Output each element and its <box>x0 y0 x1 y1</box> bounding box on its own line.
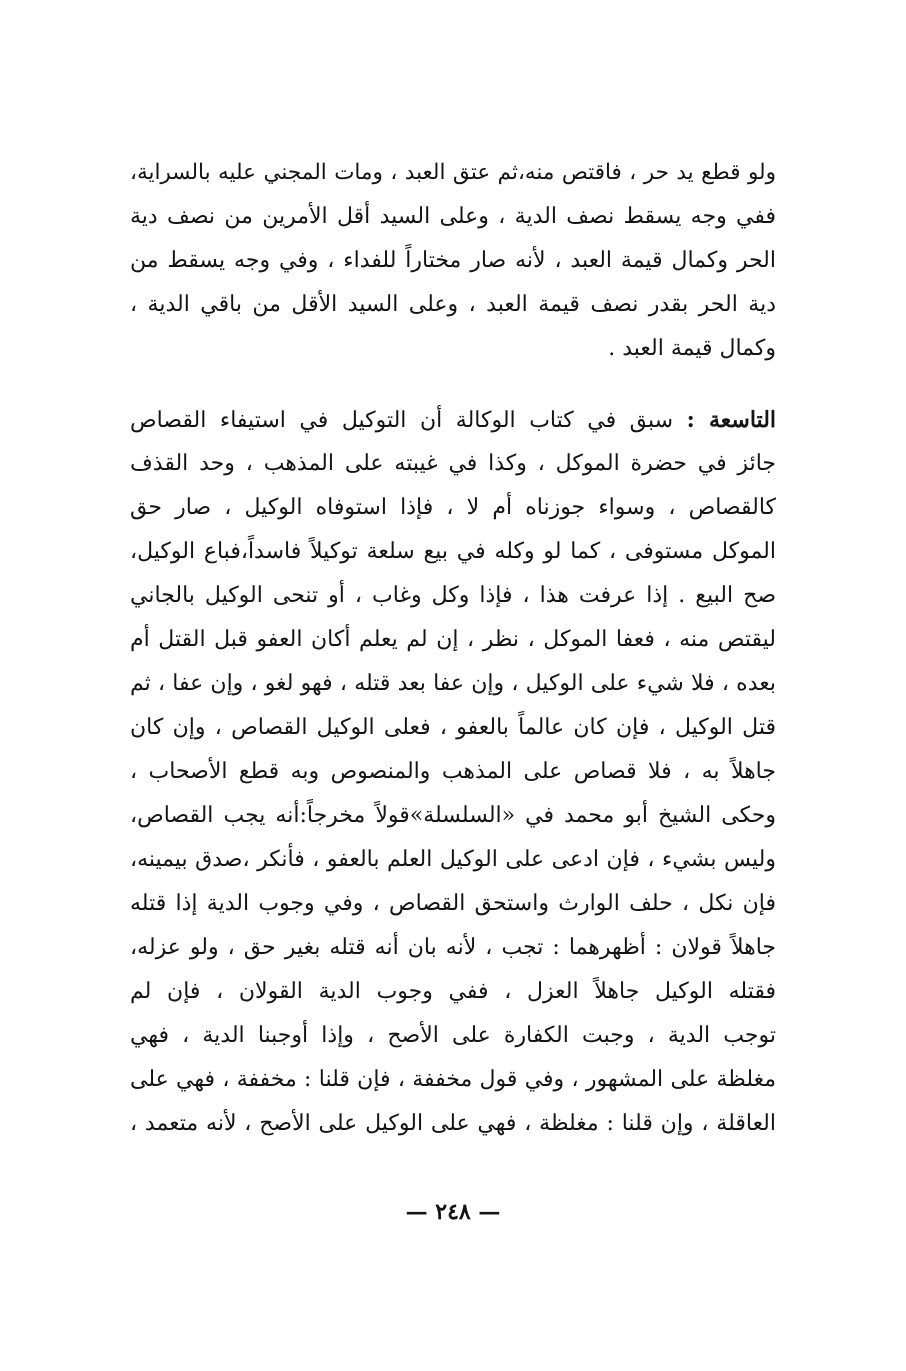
paragraph-line: دية الحر بقدر نصف قيمة العبد ، وعلى السيد الأقل من باقي الدية ، <box>130 292 776 317</box>
paragraph-line: فإن نكل ، حلف الوارث واستحق القصاص ، وفي وجوب الدية إذا قتله <box>130 891 776 916</box>
paragraph-line: قتل الوكيل ، فإن كان عالماً بالعفو ، فعلى الوكيل القصاص ، وإن كان <box>130 715 776 740</box>
paragraph-line: جاهلاً قولان : أظهرهما : تجب ، لأنه بان أنه قتله بغير حق ، ولو عزله، <box>130 935 776 960</box>
paragraph-line: توجب الدية ، وجبت الكفارة على الأصح ، وإذا أوجبنا الدية ، فهي <box>130 1023 776 1048</box>
paragraph-line: فقتله الوكيل جاهلاً العزل ، ففي وجوب الدية القولان ، فإن لم <box>130 979 776 1004</box>
paragraph-line: بعده ، فلا شيء على الوكيل ، وإن عفا بعد قتله ، فهو لغو ، وإن عفا ، ثم <box>130 671 776 696</box>
paragraph-line: مغلظة على المشهور ، وفي قول مخففة ، فإن قلنا : مخففة ، فهي على <box>130 1067 776 1092</box>
paragraph-line: وكمال قيمة العبد . <box>608 336 776 361</box>
paragraph-line: جائز في حضرة الموكل ، وكذا في غيبته على المذهب ، وحد القذف <box>130 451 776 476</box>
paragraph-line: كالقصاص ، وسواء جوزناه أم لا ، فإذا استوفاه الوكيل ، صار حق <box>130 495 776 520</box>
paragraph-line: ليقتص منه ، فعفا الموكل ، نظر ، إن لم يعلم أكان العفو قبل القتل أم <box>130 627 776 652</box>
paragraph-line: وحكى الشيخ أبو محمد في «السلسلة»قولاً مخرجاً:أنه يجب القصاص، <box>130 803 776 828</box>
paragraph-line: صح البيع . إذا عرفت هذا ، فإذا وكل وغاب ، أو تنحى الوكيل بالجاني <box>130 583 776 608</box>
paragraph-line: الحر وكمال قيمة العبد ، لأنه صار مختاراً للفداء ، وفي وجه يسقط من <box>130 248 776 273</box>
paragraph-line: جاهلاً به ، فلا قصاص على المذهب والمنصوص وبه قطع الأصحاب ، <box>130 759 776 784</box>
paragraph-line: ففي وجه يسقط نصف الدية ، وعلى السيد أقل الأمرين من نصف دية <box>130 204 776 229</box>
first-line-text: سبق في كتاب الوكالة أن التوكيل في استيفاء القصاص <box>130 408 674 433</box>
paragraph-first-line <box>130 399 776 441</box>
section-lead: التاسعة : <box>686 407 777 433</box>
paragraph-line: العاقلة ، وإن قلنا : مغلظة ، فهي على الوكيل على الأصح ، لأنه متعمد ، <box>130 1111 776 1136</box>
paragraph-line: وليس بشيء ، فإن ادعى على الوكيل العلم بالعفو ، فأنكر ،صدق بيمينه، <box>130 847 776 872</box>
page-number: — ٢٤٨ — <box>405 1199 501 1225</box>
paragraph-line: الموكل مستوفى ، كما لو وكله في بيع سلعة توكيلاً فاسداً،فباع الوكيل، <box>130 539 776 564</box>
paragraph-line: ولو قطع يد حر ، فاقتص منه،ثم عتق العبد ، ومات المجني عليه بالسراية، <box>130 160 776 185</box>
